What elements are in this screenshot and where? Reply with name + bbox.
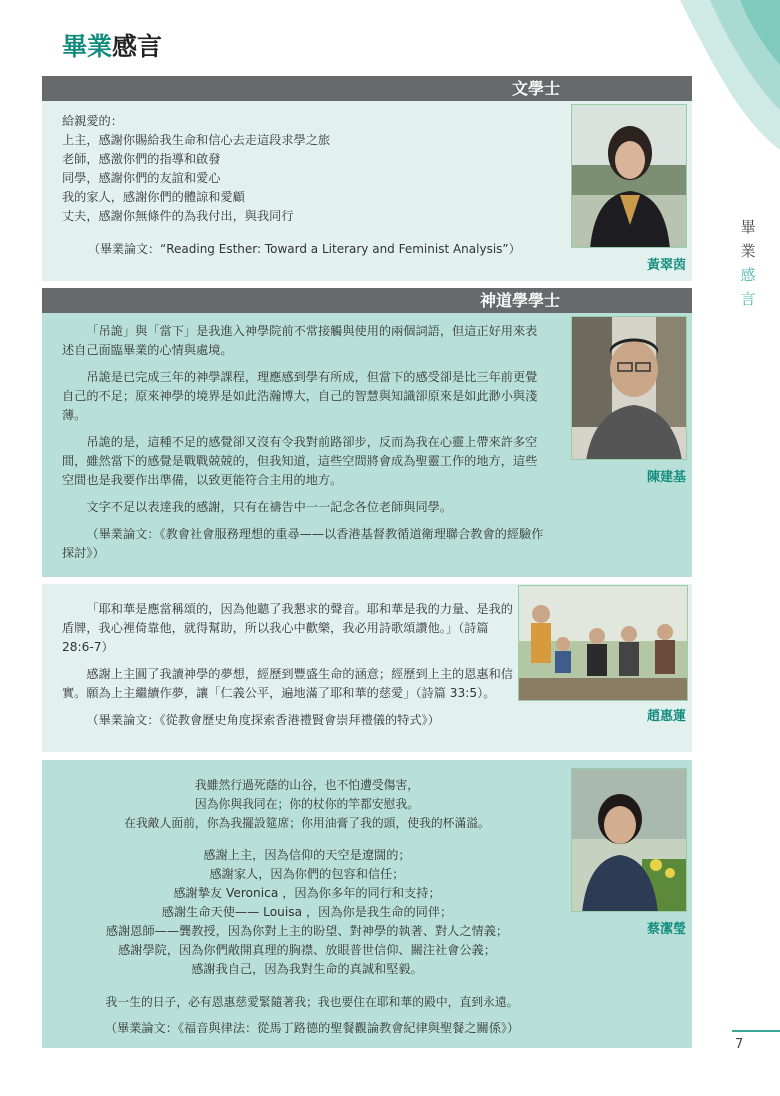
footer-rule (732, 1030, 780, 1032)
entry-3-text: 「耶和華是應當稱頌的，因為他聽了我懇求的聲音。耶和華是我的力量、是我的盾牌，我心裡倚靠他，就得幫助，所以我心中歡樂，我必用詩歌頌讚他。」（詩篇 28:6-7） 感謝上主圓了我讀神學的夢想，經歷到豐盛生命的涵意；經歷到上主的恩惠和信實。願為上主繼續作夢，讓「仁義公平，遍地滿了耶和華的慈愛」（詩篇 33:5）。 （畢業論文：《從教會歷史角度探索香港禮賢會崇拜禮儀的特式》） (62, 602, 513, 727)
graduate-photo-4 (571, 768, 687, 912)
section-heading-ba: 文學士 (42, 76, 692, 101)
corner-decoration (680, 0, 780, 150)
graduate-name-2: 陳建基 (646, 470, 686, 485)
graduate-photo-1 (571, 104, 687, 248)
section-heading-bth: 神道學學士 (42, 288, 692, 313)
entry-1-text: 給親愛的： 上主，感謝你賜給我生命和信心去走這段求學之旅 老師，感激你們的指導和啟發 同學，感謝你們的友誼和愛心 我的家人，感謝你們的體諒和愛顧 丈夫，感謝你無條件的為我付出，與我同行 (62, 114, 331, 223)
page-number: 7 (735, 1037, 744, 1052)
side-section-label: 畢 業 感 言 (740, 218, 756, 308)
page-title: 畢業感言 (62, 32, 163, 61)
graduate-photo-2 (571, 316, 687, 460)
entry-2-text: 「吊詭」與「當下」是我進入神學院前不常接觸與使用的兩個詞語，但這正好用來表述自己面臨畢業的心情與處境。 吊詭是已完成三年的神學課程，理應感到學有所成，但當下的感受卻是比三年前更覺自己的不足；原來神學的境界是如此浩瀚博大，自己的智慧與知識卻原來是如此渺小與淺薄。 吊詭的是，這種不足的感覺卻又沒有令我對前路卻步，反而為我在心靈上帶來許多空間，雖然當下的感覺是戰戰兢兢的，但我知道，這些空間將會成為聖靈工作的地方，這些空間也是我要作出準備，以致更能符合主用的地方。 文字不足以表達我的感謝，只有在禱告中一一記念各位老師與同學。 （畢業論文：《教會社會服務理想的重尋——以香港基督教循道衛理聯合教會的經驗作探討》） (62, 324, 544, 560)
entry-4-verse-top: 我雖然行過死蔭的山谷，也不怕遭受傷害， 因為你與我同在；你的杖你的竿都安慰我。 在我敵人面前，你為我擺設筵席；你用油膏了我的頭，使我的杯滿溢。 (124, 778, 490, 830)
entry-4-text: 感謝上主，因為信仰的天空是遼闊的； 感謝家人，因為你們的包容和信任； 感謝摯友 Veronica ，因為你多年的同行和支持； 感謝生命天使—— Louisa ，因為你是我生命的同伴； 感謝恩師——龔教授，因為你對上主的盼望、對神學的執著、對人之情義； 感謝學院，因為你們敞開真理的胸襟、放眼普世信仰、關注社會公義； 感謝我自己，因為我對生命的真誠和堅毅。 (105, 848, 509, 976)
graduate-name-3: 趙惠蓮 (646, 709, 686, 724)
graduate-name-1: 黃翠茵 (646, 258, 686, 273)
graduate-photo-3 (518, 585, 688, 701)
entry-4-thesis: （畢業論文：《福音與律法：從馬丁路德的聖餐觀論教會紀律與聖餐之關係》） (104, 1021, 520, 1035)
entry-4-verse-bottom: 我一生的日子，必有恩惠慈愛緊隨著我；我也要住在耶和華的殿中，直到永遠。 (105, 995, 519, 1009)
entry-1-thesis: （畢業論文：“Reading Esther: Toward a Literary and Feminist Analysis”） (88, 242, 521, 256)
graduate-name-4: 蔡潔瑩 (646, 922, 686, 937)
